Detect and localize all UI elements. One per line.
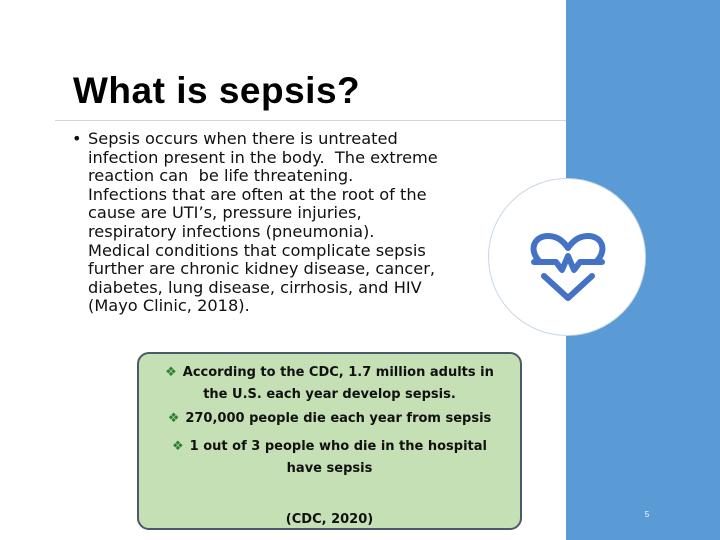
- body-line: Medical conditions that complicate sepsis: [88, 240, 426, 260]
- stats-box: [137, 352, 522, 530]
- pulse-line: [534, 256, 602, 270]
- body-line: Sepsis occurs when there is untreated: [88, 129, 398, 148]
- body-line: further are chronic kidney disease, cancer,: [88, 259, 436, 279]
- body-line: reaction can be life threatening.: [88, 166, 354, 186]
- body-line: Infections that are often at the root of the: [88, 184, 427, 204]
- body-bullet: [72, 130, 482, 316]
- bullet-item: [72, 130, 482, 316]
- body-line: (Mayo Clinic, 2018).: [88, 296, 250, 316]
- stat-text: According to the CDC, 1.7 million adults in: [182, 365, 494, 380]
- stat-text: 270,000 people die each year from sepsis: [185, 411, 492, 426]
- stat-item: [139, 362, 520, 406]
- diamond-bullet-icon: ❖: [167, 411, 180, 426]
- stat-text: have sepsis: [286, 461, 373, 476]
- stat-text: the U.S. each year develop sepsis.: [203, 387, 456, 402]
- body-line: cause are UTI’s, pressure injuries,: [88, 203, 362, 223]
- citation: (CDC, 2020): [285, 512, 374, 527]
- body-line: diabetes, lung disease, cirrhosis, and HIV: [88, 277, 422, 297]
- stat-item: [139, 436, 520, 480]
- page-title: What is sepsis?: [73, 70, 361, 111]
- bullet-marker: •: [72, 129, 82, 148]
- body-line: infection present in the body. The extreme: [88, 147, 438, 167]
- diamond-bullet-icon: ❖: [165, 365, 177, 380]
- page-number: 5: [644, 510, 650, 519]
- stat-text: 1 out of 3 people who die in the hospital: [189, 439, 487, 454]
- stat-item: [139, 408, 520, 430]
- title-area: [55, 55, 566, 121]
- diamond-bullet-icon: ❖: [172, 439, 184, 454]
- heart-bottom: [544, 276, 592, 298]
- heart-pulse-icon: [530, 232, 606, 304]
- body-line: respiratory infections (pneumonia).: [88, 221, 375, 241]
